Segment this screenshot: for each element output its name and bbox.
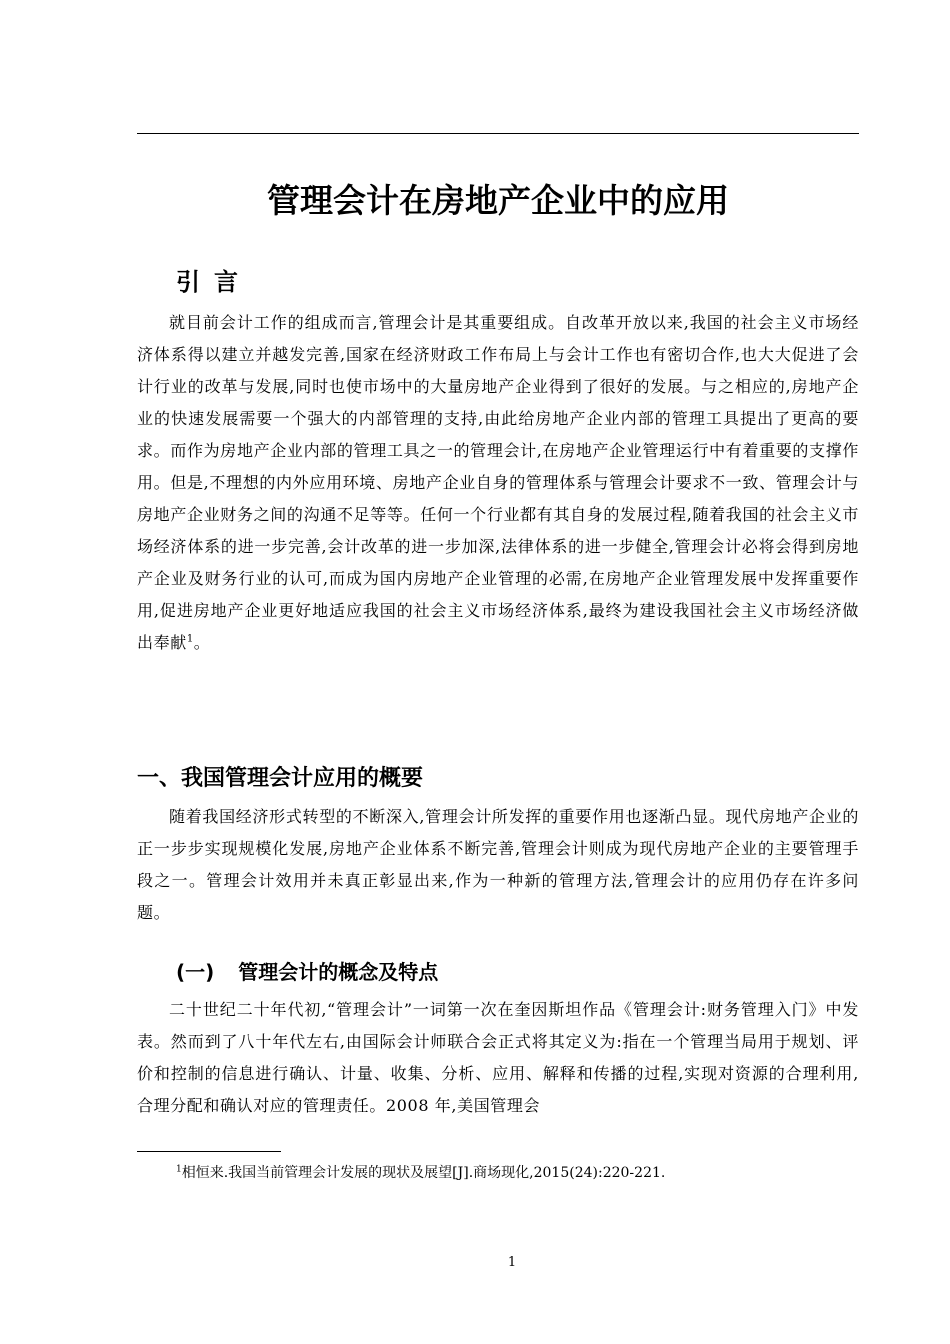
header-rule — [137, 133, 859, 134]
subsection-title: 管理会计的概念及特点 — [238, 960, 439, 984]
page-number: 1 — [507, 1255, 517, 1270]
footnote-text: 相恒来.我国当前管理会计发展的现状及展望[J].商场现化,2015(24):220-221. — [181, 1165, 666, 1181]
subsection-heading-1 — [176, 955, 438, 989]
footnote-separator — [137, 1151, 281, 1152]
footnote — [176, 1161, 866, 1185]
document-title: 管理会计在房地产企业中的应用 — [267, 181, 729, 220]
subsection1-paragraph: 二十世纪二十年代初,“管理会计”一词第一次在奎因斯坦作品《管理会计:财务管理入门》中发表。然而到了八十年代左右,由国际会计师联合会正式将其定义为:指在一个管理当局用于规划、评价和控制的信息进行确认、计量、收集、分析、应用、解释和传播的过程,实现对资源的合理利用,合理分配和确认对应的管理责任。2008 年,美国管理会 — [137, 1000, 859, 1115]
section-heading-1: 一、我国管理会计应用的概要 — [137, 766, 424, 791]
intro-paragraph — [137, 307, 859, 659]
subsection-number: (一) — [176, 960, 215, 984]
section1-paragraph: 随着我国经济形式转型的不断深入,管理会计所发挥的重要作用也逐渐凸显。现代房地产企业的正一步步实现规模化发展,房地产企业体系不断完善,管理会计则成为现代房地产企业的主要管理手段之一。管理会计效用并未真正彰显出来,作为一种新的管理方法,管理会计的应用仍存在许多问题。 — [137, 807, 859, 922]
footnote-mark: 1 — [176, 1164, 182, 1175]
intro-paragraph-text: 就目前会计工作的组成而言,管理会计是其重要组成。自改革开放以来,我国的社会主义市场经济体系得以建立并越发完善,国家在经济财政工作布局上与会计工作也有密切合作,也大大促进了会计行业的改革与发展,同时也使市场中的大量房地产企业得到了很好的发展。与之相应的,房地产企业的快速发展需要一个强大的内部管理的支持,由此给房地产企业内部的管理工具提出了更高的要求。而作为房地产企业内部的管理工具之一的管理会计,在房地产企业管理运行中有着重要的支撑作用。但是,不理想的内外应用环境、房地产企业自身的管理体系与管理会计要求不一致、管理会计与房地产企业财务之间的沟通不足等等。任何一个行业都有其自身的发展过程,随着我国的社会主义市场经济体系的进一步完善,会计改革的进一步加深,法律体系的进一步健全,管理会计必将会得到房地产企业及财务行业的认可,而成为国内房地产企业管理的必需,在房地产企业管理发展中发挥重要作用,促进房地产企业更好地适应我国的社会主义市场经济体系,最终为建设我国社会主义市场经济做出奉献 — [137, 313, 859, 652]
footnote-reference[interactable]: 1 — [186, 633, 194, 645]
intro-paragraph-end: 。 — [193, 633, 211, 652]
intro-heading: 引言 — [176, 268, 252, 296]
